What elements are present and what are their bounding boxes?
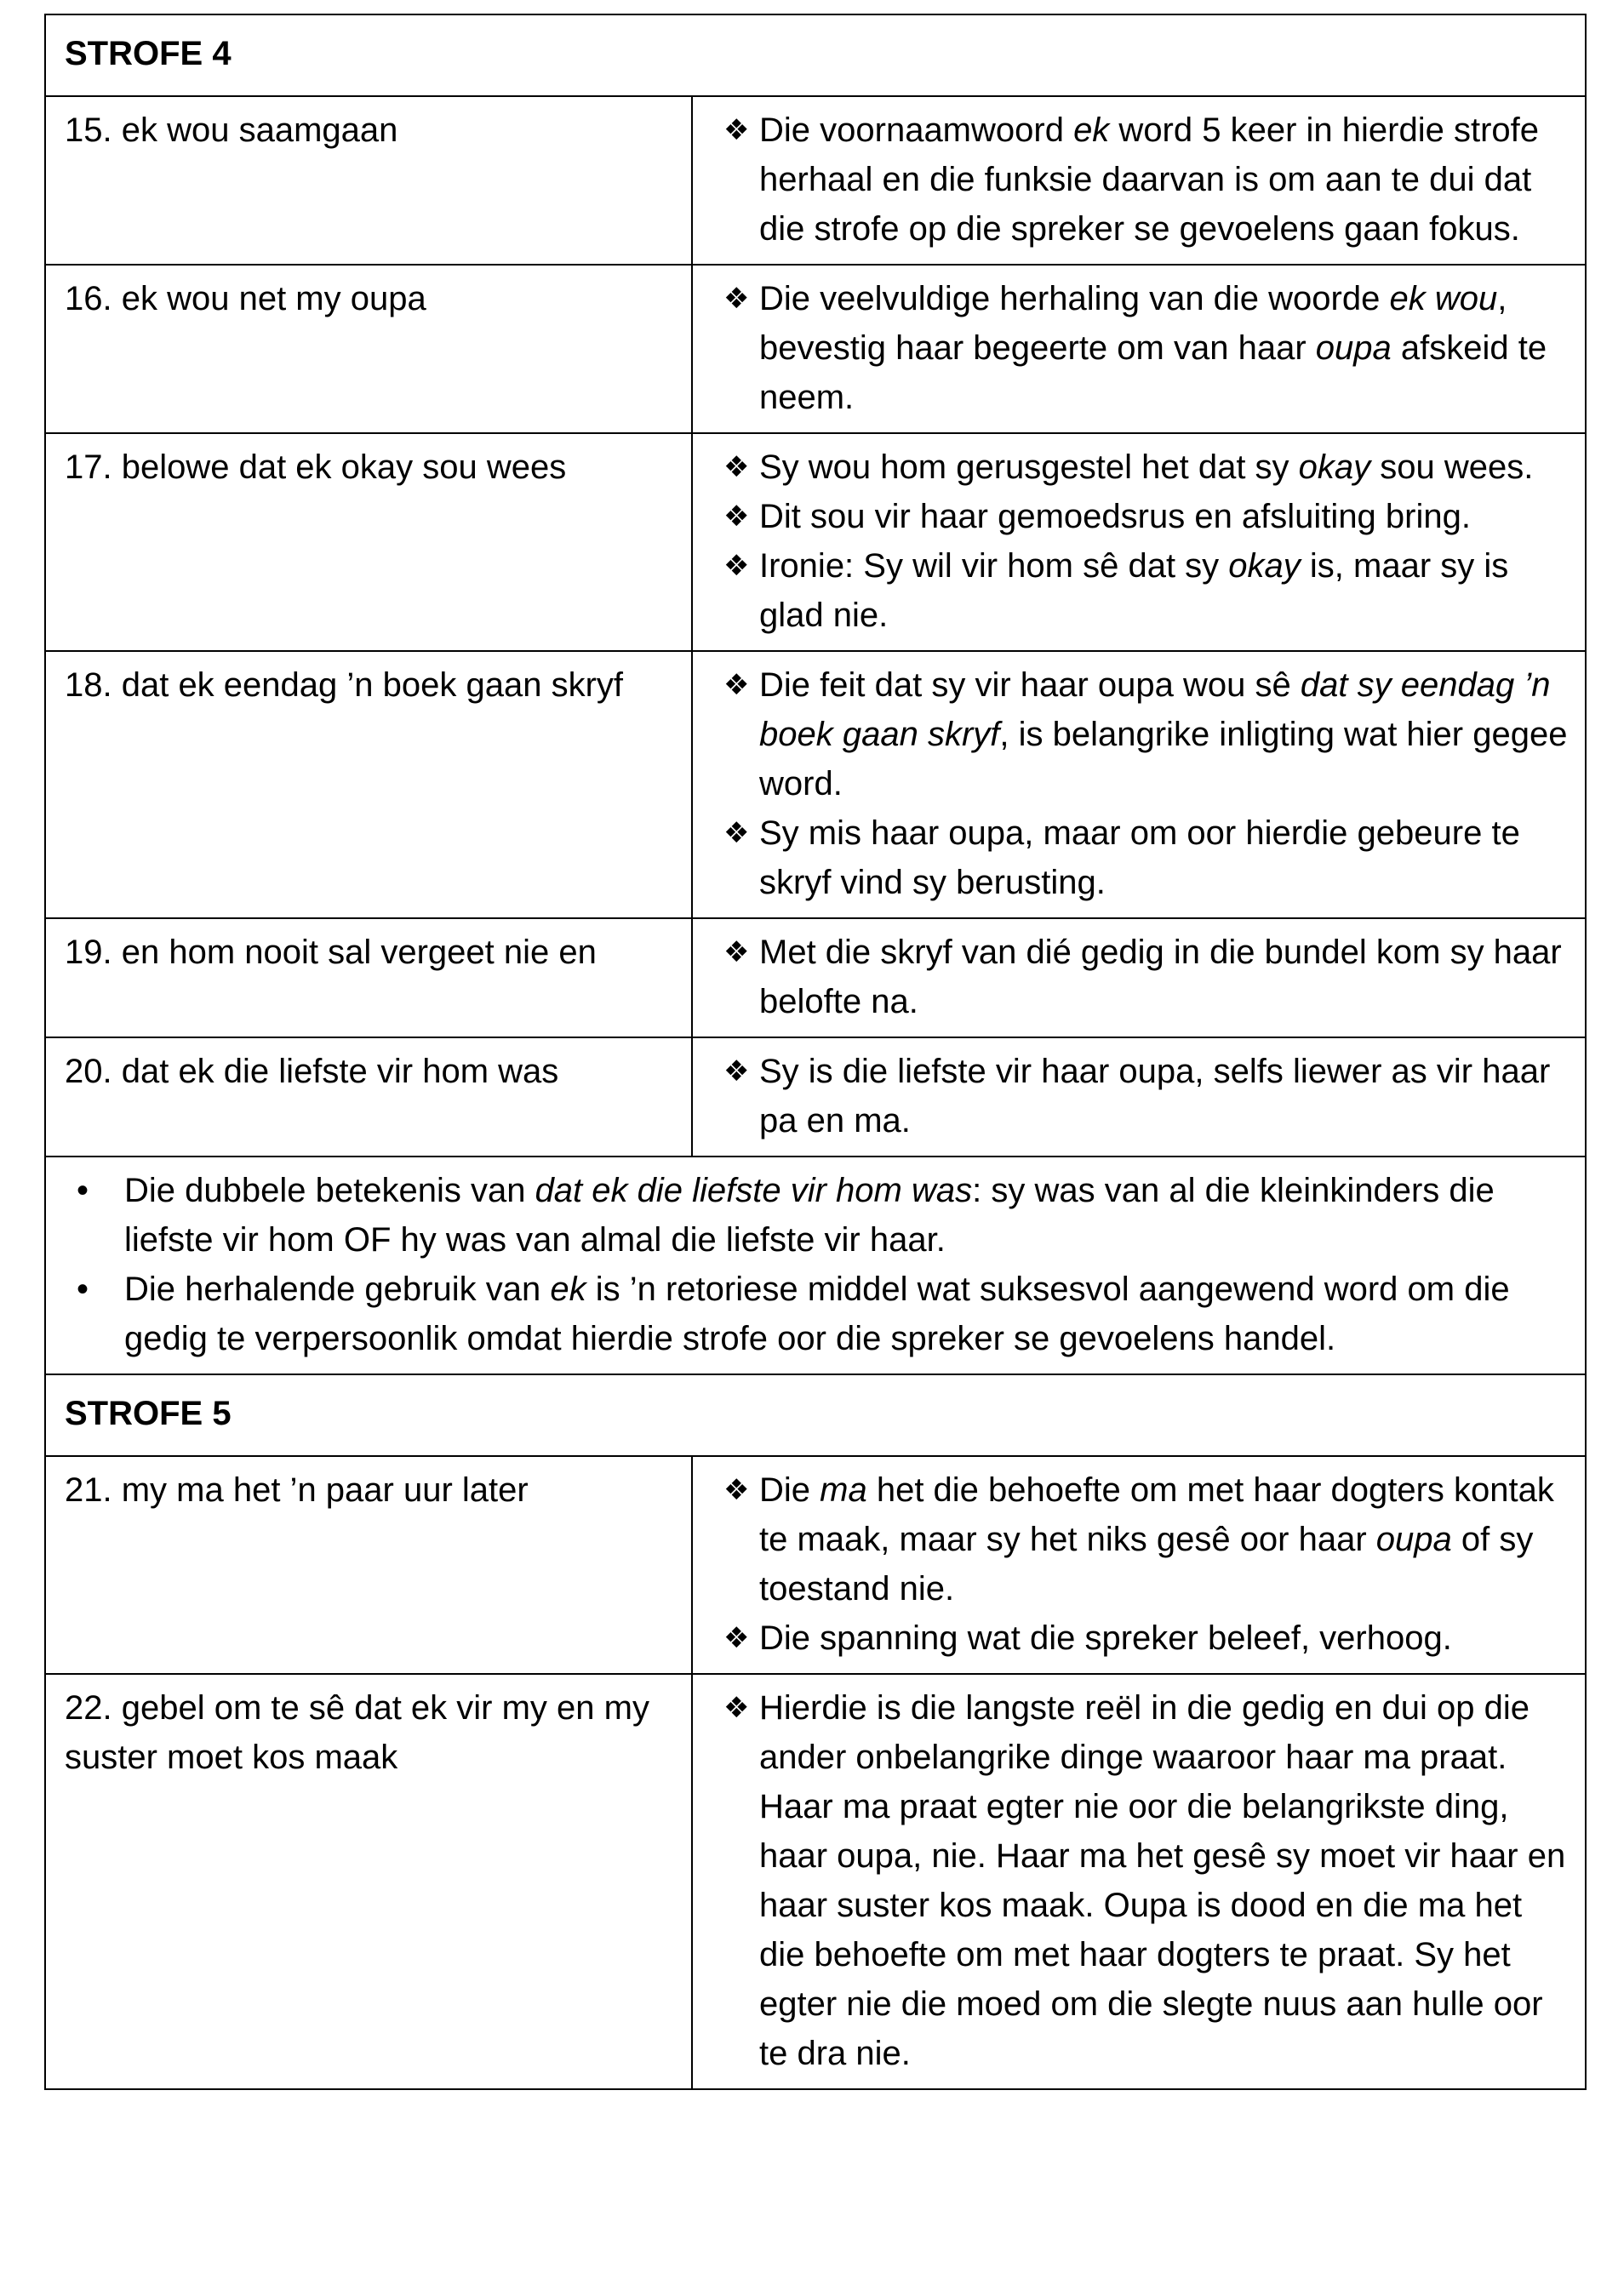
commentary-cell xyxy=(692,96,1586,265)
list-item xyxy=(712,928,1568,1026)
table-row xyxy=(45,265,1586,433)
poem-line: 19. en hom nooit sal vergeet nie en xyxy=(45,918,692,1037)
summary-list xyxy=(65,1166,1568,1363)
italic-quote: ek xyxy=(550,1271,586,1308)
list-item xyxy=(712,443,1568,492)
text-segment: Met die skryf van dié gedig in die bundel kom sy haar belofte na. xyxy=(759,934,1562,1020)
diamond-bullet-icon: ❖ xyxy=(723,1055,750,1088)
section-heading: STROFE 4 xyxy=(45,14,1586,96)
italic-quote: ek xyxy=(1073,111,1110,149)
text-segment: Sy wou hom gerusgestel het dat sy xyxy=(759,448,1299,486)
italic-quote: okay xyxy=(1298,448,1371,486)
list-item xyxy=(712,808,1568,907)
text-segment: : sy was van al die kleinkinders die liefste vir hom OF hy was van almal die liefste vir haar. xyxy=(124,1172,1495,1259)
diamond-bullet-icon: ❖ xyxy=(723,500,750,533)
list-item xyxy=(712,660,1568,808)
text-segment: afskeid te neem. xyxy=(759,329,1547,416)
diamond-bullet-icon: ❖ xyxy=(723,114,750,146)
italic-quote: ma xyxy=(820,1471,867,1509)
list-item xyxy=(65,1166,1568,1265)
section-heading: STROFE 5 xyxy=(45,1374,1586,1456)
bullet-dot-icon: • xyxy=(77,1271,89,1308)
list-item xyxy=(712,106,1568,254)
bullet-dot-icon: • xyxy=(77,1172,89,1209)
commentary-cell xyxy=(692,1456,1586,1674)
text-segment: of sy toestand nie. xyxy=(759,1521,1534,1608)
text-segment: Die feit dat sy vir haar oupa wou sê xyxy=(759,666,1301,704)
diamond-bullet-icon: ❖ xyxy=(723,451,750,483)
text-segment: Dit sou vir haar gemoedsrus en afsluiting bring. xyxy=(759,498,1471,535)
list-item xyxy=(712,541,1568,640)
poem-line: 18. dat ek eendag ’n boek gaan skryf xyxy=(45,651,692,918)
commentary-cell xyxy=(692,651,1586,918)
italic-quote: oupa xyxy=(1315,329,1392,367)
text-segment: word 5 keer in hierdie strofe herhaal en die funksie daarvan is om aan te dui dat die strofe op die spreker se gevoelens gaan fokus. xyxy=(759,111,1539,248)
text-segment: het die behoefte om met haar dogters kontak te maak, maar sy het niks gesê oor haar xyxy=(759,1471,1554,1558)
diamond-bullet-icon: ❖ xyxy=(723,283,750,315)
poem-line: 17. belowe dat ek okay sou wees xyxy=(45,433,692,651)
text-segment: Die dubbele betekenis van xyxy=(124,1172,535,1209)
diamond-bullet-icon: ❖ xyxy=(723,1622,750,1654)
commentary-list xyxy=(712,660,1568,907)
text-segment: Sy is die liefste vir haar oupa, selfs liewer as vir haar pa en ma. xyxy=(759,1053,1551,1139)
list-item xyxy=(712,1683,1568,2078)
analysis-table xyxy=(44,14,1587,2090)
table-row xyxy=(45,1456,1586,1674)
diamond-bullet-icon: ❖ xyxy=(723,550,750,582)
commentary-cell xyxy=(692,1037,1586,1157)
text-segment: is, maar sy is glad nie. xyxy=(759,547,1509,634)
list-item xyxy=(712,1613,1568,1663)
commentary-list xyxy=(712,106,1568,254)
section-header-row xyxy=(45,1374,1586,1456)
table-row xyxy=(45,918,1586,1037)
list-item xyxy=(712,492,1568,541)
poem-line: 22. gebel om te sê dat ek vir my en my suster moet kos maak xyxy=(45,1674,692,2089)
table-row xyxy=(45,651,1586,918)
commentary-list xyxy=(712,928,1568,1026)
italic-quote: dat sy eendag ’n boek gaan skryf xyxy=(759,666,1551,753)
text-segment: sou wees. xyxy=(1370,448,1534,486)
summary-cell xyxy=(45,1157,1586,1374)
commentary-list xyxy=(712,1683,1568,2078)
text-segment: Die herhalende gebruik van xyxy=(124,1271,551,1308)
text-segment: Die xyxy=(759,1471,821,1509)
table-row xyxy=(45,433,1586,651)
poem-line: 15. ek wou saamgaan xyxy=(45,96,692,265)
text-segment: , bevestig haar begeerte om van haar xyxy=(759,280,1507,367)
list-item xyxy=(712,1047,1568,1145)
commentary-list xyxy=(712,1047,1568,1145)
diamond-bullet-icon: ❖ xyxy=(723,1692,750,1724)
text-segment: is ’n retoriese middel wat suksesvol aangewend word om die gedig te verpersoonlik omdat hierdie strofe oor die spreker se gevoelens handel. xyxy=(124,1271,1510,1357)
summary-row xyxy=(45,1157,1586,1374)
poem-line: 21. my ma het ’n paar uur later xyxy=(45,1456,692,1674)
commentary-cell xyxy=(692,1674,1586,2089)
italic-quote: dat ek die liefste vir hom was xyxy=(535,1172,973,1209)
italic-quote: oupa xyxy=(1375,1521,1452,1558)
text-segment: , is belangrike inligting wat hier gegee word. xyxy=(759,716,1568,802)
text-segment: Ironie: Sy wil vir hom sê dat sy xyxy=(759,547,1229,585)
text-segment: Die veelvuldige herhaling van die woorde xyxy=(759,280,1390,317)
commentary-cell xyxy=(692,918,1586,1037)
commentary-list xyxy=(712,443,1568,640)
commentary-cell xyxy=(692,265,1586,433)
commentary-list xyxy=(712,1465,1568,1663)
table-row xyxy=(45,1674,1586,2089)
commentary-list xyxy=(712,274,1568,422)
poem-line: 20. dat ek die liefste vir hom was xyxy=(45,1037,692,1157)
list-item xyxy=(65,1265,1568,1363)
text-segment: Die voornaamwoord xyxy=(759,111,1074,149)
diamond-bullet-icon: ❖ xyxy=(723,817,750,849)
poem-line: 16. ek wou net my oupa xyxy=(45,265,692,433)
diamond-bullet-icon: ❖ xyxy=(723,669,750,701)
diamond-bullet-icon: ❖ xyxy=(723,1474,750,1506)
list-item xyxy=(712,1465,1568,1613)
text-segment: Hierdie is die langste reël in die gedig en dui op die ander onbelangrike dinge waaroor haar ma praat. Haar ma praat egter nie oor die belangrikste ding, haar oupa, nie. Haar ma het gesê sy moet vir haar en haar suster kos maak. Oupa is dood en die ma het die behoefte om met haar dogters te praat. Sy het egter nie die moed om die slegte nuus aan hulle oor te dra nie. xyxy=(759,1689,1566,2072)
text-segment: Die spanning wat die spreker beleef, verhoog. xyxy=(759,1619,1452,1657)
analysis-table-body xyxy=(45,14,1586,2089)
table-row xyxy=(45,1037,1586,1157)
commentary-cell xyxy=(692,433,1586,651)
list-item xyxy=(712,274,1568,422)
diamond-bullet-icon: ❖ xyxy=(723,936,750,968)
section-header-row xyxy=(45,14,1586,96)
table-row xyxy=(45,96,1586,265)
italic-quote: okay xyxy=(1228,547,1301,585)
italic-quote: ek wou xyxy=(1389,280,1498,317)
text-segment: Sy mis haar oupa, maar om oor hierdie gebeure te skryf vind sy berusting. xyxy=(759,814,1520,901)
